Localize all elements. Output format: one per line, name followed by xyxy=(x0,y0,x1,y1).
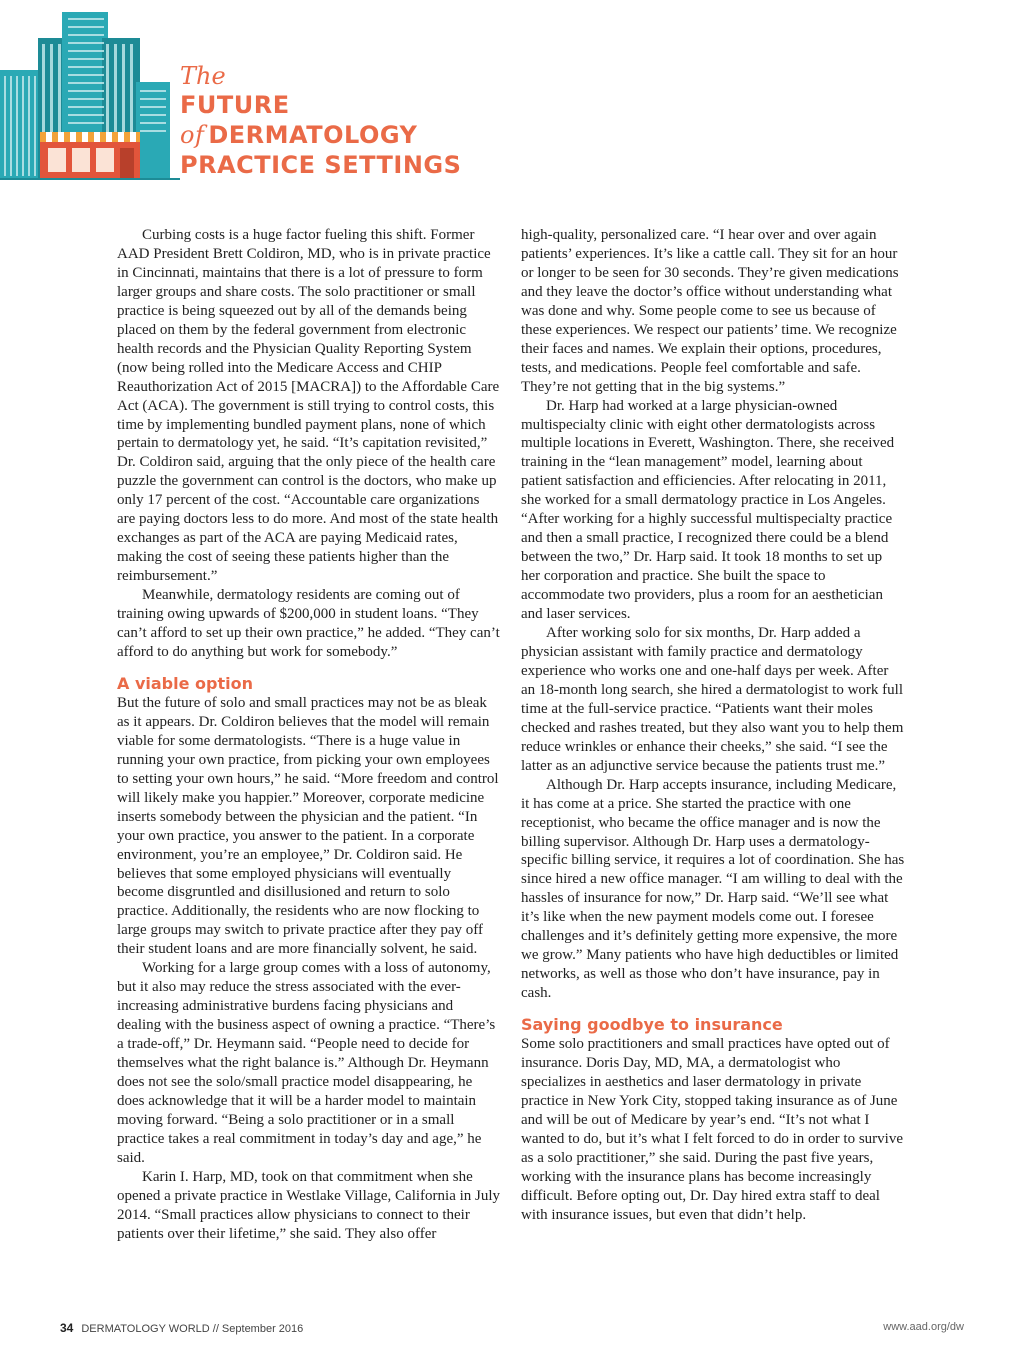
title-line-3: PRACTICE SETTINGS xyxy=(180,151,462,179)
paragraph: Working for a large group comes with a loss of autonomy, but it also may reduce the stress associated with the ever-increasing administrative burdens facing physicians and dealing with the business aspect of owning a practice. “There’s a trade-off,” Dr. Heymann said. “People need to decide for themselves what the right balance is.” Although Dr. Heymann does not see the solo/small practice model disappearing, he does acknowledge that it will be a harder model to maintain moving forward. “Being a solo practitioner or in a small practice takes a real commitment in today’s day and age,” he said. xyxy=(117,960,496,1166)
title-line-2-text: DERMATOLOGY xyxy=(208,121,418,149)
left-column xyxy=(117,226,501,1244)
paragraph: Some solo practitioners and small practices have opted out of insurance. Doris Day, MD, MA, a dermatologist who specializes in aesthetics and laser dermatology in private practice in New York City, stopped taking insurance as of June and will be out of Medicare by year’s end. “It’s not what I wanted to do, but it’s what I felt forced to do in order to survive as a solo practitioner,” she said. During the past five years, working with the insurance plans has become increasingly difficult. Before opting out, Dr. Day hired extra staff to deal with insurance issues, but even that didn’t help. xyxy=(521,1036,903,1223)
title-of: of xyxy=(180,121,205,149)
section-heading: Saying goodbye to insurance xyxy=(521,1015,783,1035)
footer-left xyxy=(60,1321,303,1335)
paragraph: Meanwhile, dermatology residents are coming out of training owing upwards of $200,000 in student loans. “They can’t afford to set up their own practice,” he added. “They can’t afford to do anything but work for somebody.” xyxy=(117,587,500,660)
paragraph: Although Dr. Harp accepts insurance, including Medicare, it has come at a price. She started the practice with one receptionist, who became the office manager and is now the billing supervisor. Although Dr. Harp uses a dermatology-specific billing service, it requires a lot of coordination. She has since hired a new office manager. “I am willing to deal with the hassles of insurance for now,” Dr. Harp said. “We’ll see what it’s like when the new payment models come out. I foresee challenges and it’s definitely getting more expensive, the more we grow.” Many patients who have high deductibles or limited networks, as well as those who don’t have insurance, pay in cash. xyxy=(521,776,905,1002)
paragraph: Curbing costs is a huge factor fueling this shift. Former AAD President Brett Coldiron, MD, who is in private practice in Cincinnati, maintains that there is a lot of pressure to form larger groups and share costs. The solo practitioner or small practice is being squeezed out by all of the demands being placed on them by the federal government from electronic health records and the Physician Quality Reporting System (now being rolled into the Medicare Access and CHIP Reauthorization Act of 2015 [MACRA]) to the Affordable Care Act (ACA). The government is still trying to control costs, this time by implementing bundled payment plans, none of which pertain to dermatology yet, he said. “It’s capitation revisited,” Dr. Coldiron said, arguing that the only piece of the health care puzzle the government can control is the doctors, who make up only 17 percent of the cost. “Accountable care organizations are paying doctors less to do more. And most of the state health exchanges as part of the ACA are paying Medicaid rates, making the cost of seeing these patients higher than the reimbursement.” xyxy=(117,227,500,585)
page-footer xyxy=(0,1321,1024,1341)
city-skyline-illustration xyxy=(0,0,180,200)
paragraph: Karin I. Harp, MD, took on that commitment when she opened a private practice in Westlake Village, California in July 2014. “Small practices allow physicians to connect to their patients over their lifetime,” she said. They also offer xyxy=(117,1168,501,1242)
title-line-1: FUTURE xyxy=(180,91,290,119)
paragraph: But the future of solo and small practices may not be as bleak as it appears. Dr. Coldiron believes that the model will remain viable for some dermatologists. “There is a huge value in running your own practice, from picking your own employees to setting your own hours,” he said. “More freedom and control will likely make you happier.” Moreover, corporate medicine inserts somebody between the physician and the patient. “In your own practice, you answer to the patient. In a corporate environment, you’re an employee,” Dr. Coldiron said. He believes that some employed physicians will eventually become disgruntled and disillusioned and return to solo practice. Additionally, the residents who are now flocking to large groups may switch to private practice after they pay off their student loans and are more financially solvent, he said. xyxy=(117,694,499,958)
publication-info: DERMATOLOGY WORLD // September 2016 xyxy=(81,1323,304,1335)
article-title xyxy=(180,62,600,180)
page-number: 34 xyxy=(60,1321,74,1335)
title-the: The xyxy=(180,62,226,90)
paragraph: high-quality, personalized care. “I hear over and over again patients’ experiences. It’s like a cattle call. They sit for an hour or longer to be seen for 30 seconds. They’re given medications and they leave the doctor’s office without understanding what was done and why. Some people come to see us because of these experiences. We respect our patients’ time. We recognize their faces and names. We explain their options, procedures, tests, and medications. People feel comfortable and safe. They’re not getting that in the big systems.” xyxy=(521,227,899,395)
section-heading: A viable option xyxy=(117,673,253,693)
right-column xyxy=(521,226,905,1225)
website-link[interactable]: www.aad.org/dw xyxy=(883,1321,964,1333)
paragraph: Dr. Harp had worked at a large physician-owned multispecialty clinic with eight other dermatologists across multiple locations in Everett, Washington. There, she received training in the “lean management” model, learning about patient satisfaction and efficiencies. After relocating in 2011, she worked for a small dermatology practice in Los Angeles. “After working for a highly successful multispecialty practice and then a small practice, I recognized there could be a blend between the two,” Dr. Harp said. It took 18 months to set up her corporation and practice. She built the space to accommodate two providers, plus a room for an aesthetician and laser services. xyxy=(521,397,895,623)
title-line-2 xyxy=(180,120,600,150)
paragraph: After working solo for six months, Dr. Harp added a physician assistant with family practice and dermatology experience who works one and one-half days per week. After an 18-month long search, she hired a dermatologist to work full time at the full-service practice. “Patients want their moles checked and rashes treated, but they also want you to help them reduce wrinkles or enhance their cheeks,” she said. “I see the latter as an adjunctive service because the patients trust me.” xyxy=(521,625,904,774)
